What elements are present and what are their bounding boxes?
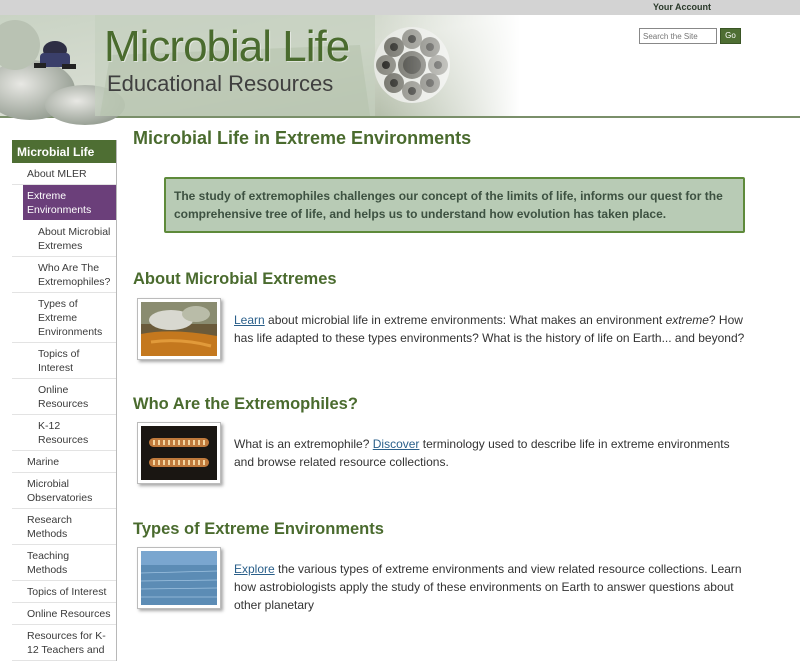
banner-subtitle: Educational Resources xyxy=(107,71,334,96)
thumbnail-hot-spring[interactable] xyxy=(137,298,221,360)
sidebar-item-online-resources[interactable]: Online Resources xyxy=(12,603,116,625)
site-banner xyxy=(0,15,800,118)
sidebar-item-resources-for-k12-teachers[interactable]: Resources for K-12 Teachers and xyxy=(12,625,116,661)
section-heading-about-microbial-extremes: About Microbial Extremes xyxy=(133,270,337,288)
learn-link[interactable]: Learn xyxy=(234,313,265,327)
sidebar-item-who-are-extremophiles[interactable]: Who Are The Extremophiles? xyxy=(12,257,116,293)
explore-link[interactable]: Explore xyxy=(234,562,275,576)
intro-callout: The study of extremophiles challenges our concept of the limits of life, informs our quest for the comprehensive tree of life, and helps us to understand how evolution has taken place. xyxy=(164,177,745,233)
page-title: Microbial Life in Extreme Environments xyxy=(133,128,472,148)
banner-title: Microbial Life xyxy=(104,22,350,71)
section-text-about-microbial-extremes: Learn about microbial life in extreme environments: What makes an environment extreme? How has life adapted to these types environments? What is the history of life on Earth... and beyond? xyxy=(234,313,745,345)
sidebar-item-topics-of-interest-sub[interactable]: Topics of Interest xyxy=(12,343,116,379)
sidebar-item-microbial-observatories[interactable]: Microbial Observatories xyxy=(12,473,116,509)
section-heading-who-are-extremophiles: Who Are the Extremophiles? xyxy=(133,395,358,413)
search-go-button[interactable]: Go xyxy=(720,28,741,44)
sidebar-item-types-of-extreme-environments[interactable]: Types of Extreme Environments xyxy=(12,293,116,343)
search-input[interactable] xyxy=(639,28,717,44)
section-text-who-are-extremophiles: What is an extremophile? Discover terminology used to describe life in extreme environments and browse related resource collections. xyxy=(234,437,730,469)
your-account-link[interactable]: Your Account xyxy=(653,2,711,12)
sidebar-item-teaching-methods[interactable]: Teaching Methods xyxy=(12,545,116,581)
section-text-types-of-extreme-environments: Explore the various types of extreme environments and view related resource collections. Learn how astrobiologists apply the study of these environments on Earth to answer questions about other planetary xyxy=(234,562,742,612)
sidebar-item-research-methods[interactable]: Research Methods xyxy=(12,509,116,545)
thumbnail-extremophile-microbe[interactable] xyxy=(137,422,221,484)
sidebar-item-about-microbial-extremes[interactable]: About Microbial Extremes xyxy=(12,221,116,257)
sidebar-nav xyxy=(12,140,117,661)
top-bar xyxy=(0,0,800,15)
sidebar-item-online-resources-sub[interactable]: Online Resources xyxy=(12,379,116,415)
sidebar-item-extreme-environments[interactable]: Extreme Environments xyxy=(23,185,116,221)
sidebar-item-topics-of-interest[interactable]: Topics of Interest xyxy=(12,581,116,603)
main-content xyxy=(133,128,753,612)
sidebar-item-k12-resources[interactable]: K-12 Resources xyxy=(12,415,116,451)
sidebar-item-about-mler[interactable]: About MLER xyxy=(12,163,116,185)
thumbnail-salt-flat[interactable] xyxy=(137,547,221,609)
section-heading-types-of-extreme-environments: Types of Extreme Environments xyxy=(133,520,384,538)
sidebar-heading[interactable]: Microbial Life xyxy=(12,140,116,163)
discover-link[interactable]: Discover xyxy=(372,437,420,451)
sidebar-item-marine[interactable]: Marine xyxy=(12,451,116,473)
